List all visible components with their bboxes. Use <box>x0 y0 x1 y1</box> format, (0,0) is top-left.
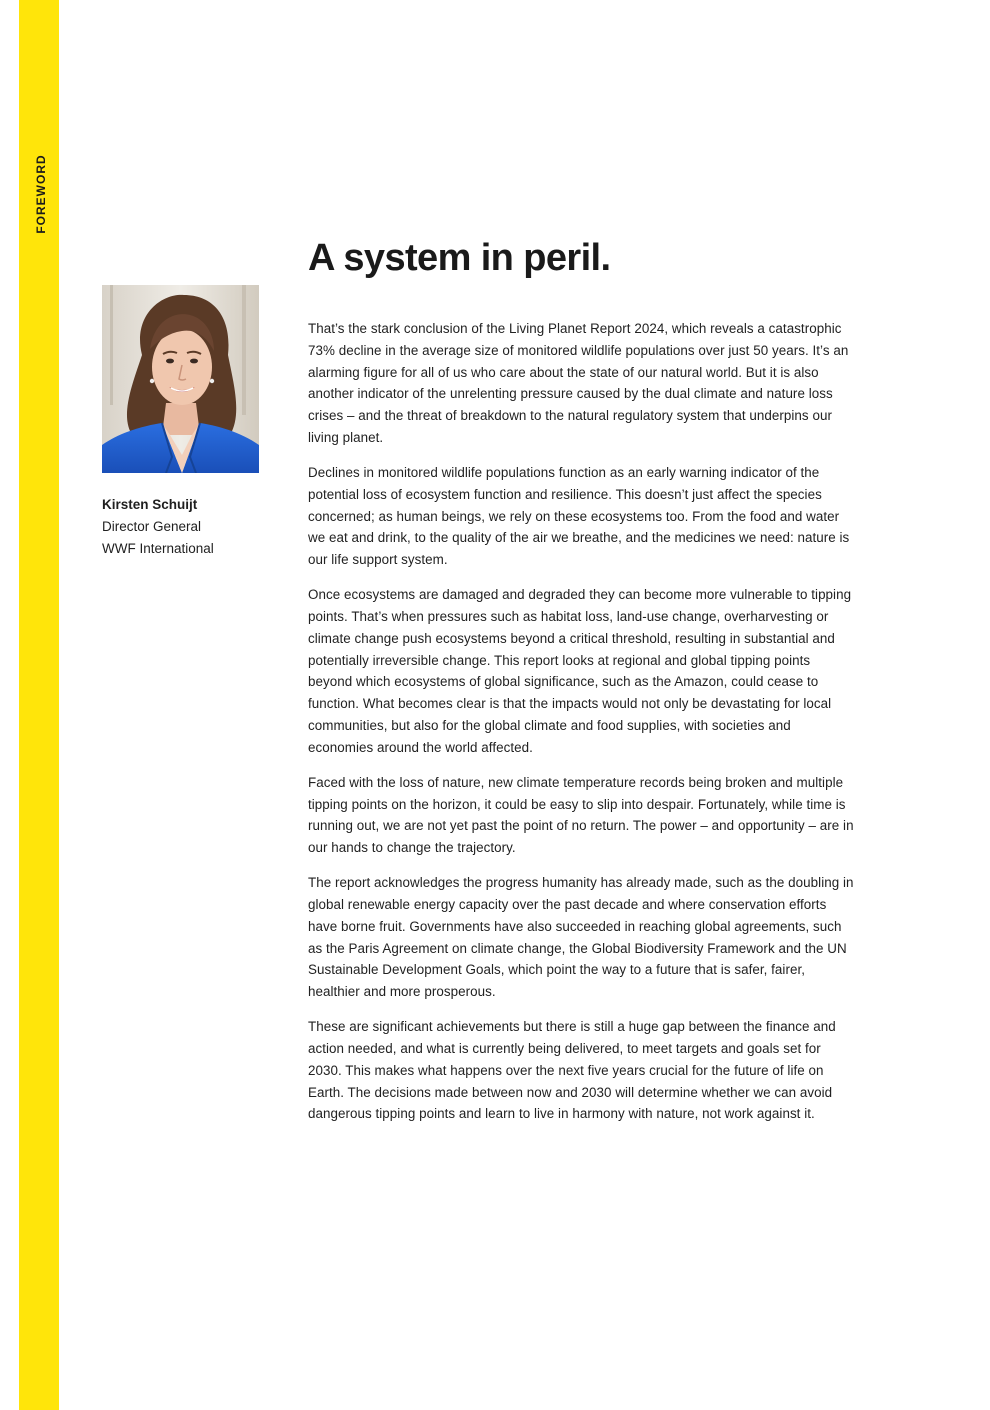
author-block <box>102 494 292 560</box>
foreword-article <box>308 232 858 1139</box>
body-text <box>308 318 858 1125</box>
section-label: FOREWORD <box>34 154 48 234</box>
paragraph: Faced with the loss of nature, new climate temperature records being broken and multiple tipping points on the horizon, it could be easy to slip into despair. Fortunately, while time is running out, we are not yet past the point of no return. The power – and opportunity – are in our hands to change the trajectory. <box>308 774 854 855</box>
author-portrait <box>102 285 259 473</box>
author-organization: WWF International <box>102 541 214 556</box>
paragraph: Declines in monitored wildlife populations function as an early warning indicator of the potential loss of ecosystem function and resilience. This doesn’t just affect the species concerned; as human beings, we rely on these ecosystems too. From the food and water we eat and drink, to the quality of the air we breathe, and the medicines we need: nature is our life support system. <box>308 465 850 567</box>
author-role: Director General <box>102 519 202 534</box>
author-name: Kirsten Schuijt <box>102 497 198 512</box>
paragraph: The report acknowledges the progress humanity has already made, such as the doubling in global renewable energy capacity over the past decade and where conservation efforts have borne fruit. Governments have also succeeded in reaching global agreements, such as the Paris Agreement on climate change, the Global Biodiversity Framework and the UN Sustainable Development Goals, which point the way to a future that is safer, fairer, healthier and more prosperous. <box>308 875 854 999</box>
paragraph: Once ecosystems are damaged and degraded they can become more vulnerable to tipping points. That’s when pressures such as habitat loss, land-use change, overharvesting or climate change push ecosystems beyond a critical threshold, resulting in substantial and potentially irreversible change. This report looks at regional and global tipping points beyond which ecosystems of global significance, such as the Amazon, could cease to function. What becomes clear is that the impacts would not only be devastating for local communities, but also for the global climate and food supplies, with societies and economies around the world affected. <box>308 587 852 755</box>
paragraph: These are significant achievements but there is still a huge gap between the finance and action needed, and what is currently being delivered, to meet targets and goals set for 2030. This makes what happens over the next five years crucial for the future of life on Earth. The decisions made between now and 2030 will determine whether we can avoid dangerous tipping points and learn to live in harmony with nature, not work against it. <box>308 1019 836 1122</box>
paragraph: That’s the stark conclusion of the Living Planet Report 2024, which reveals a catastrophic 73% decline in the average size of monitored wildlife populations over just 50 years. It’s an alarming figure for all of us who care about the state of our natural world. But it is also another indicator of the unrelenting pressure caused by the dual climate and nature loss crises – and the threat of breakdown to the natural regulatory system that underpins our living planet. <box>308 321 849 445</box>
page-title: A system in peril. <box>308 237 611 279</box>
